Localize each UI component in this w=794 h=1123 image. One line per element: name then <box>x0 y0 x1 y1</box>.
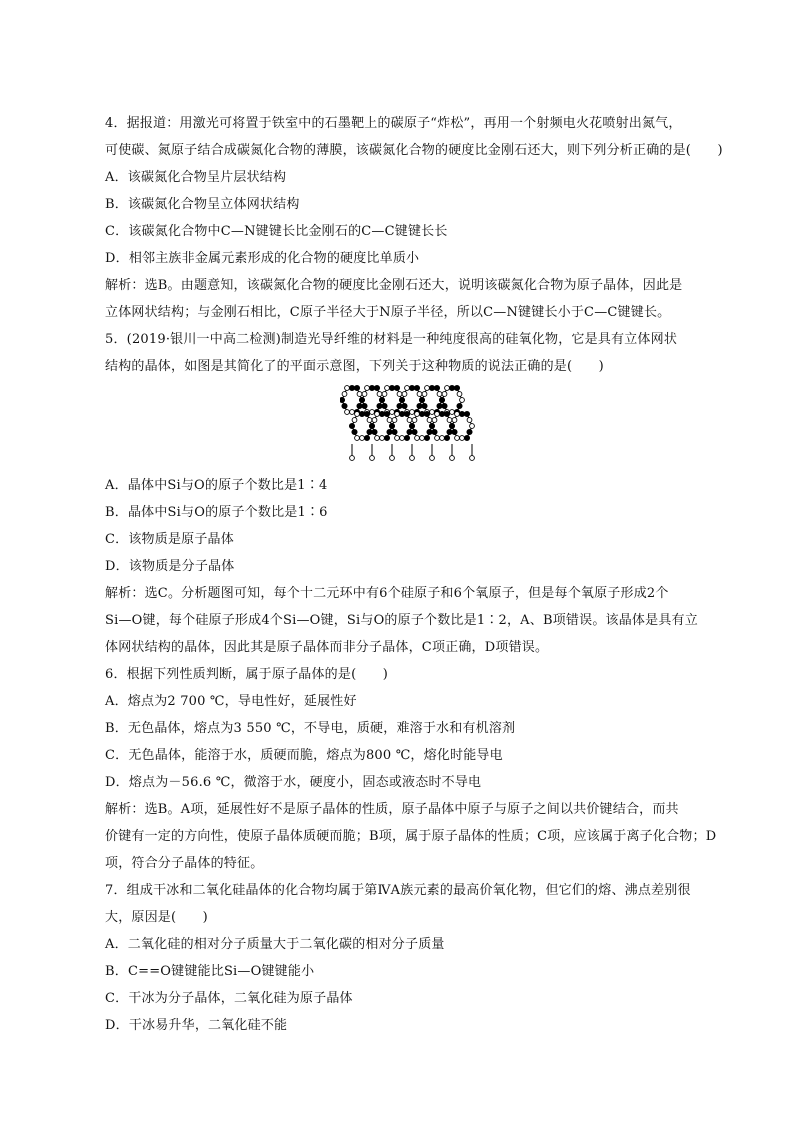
oxygen-atom <box>407 418 412 423</box>
oxygen-atom <box>402 392 407 397</box>
silicon-atom <box>449 423 454 428</box>
silicon-atom <box>369 385 374 390</box>
silicon-atom <box>424 435 429 440</box>
q4-analysis-line-1: 解析：选B。由题意知，该碳氮化合物的硬度比金刚石还大，说明该碳氮化合物为原子晶体，因此是 <box>105 278 683 293</box>
oxygen-atom <box>420 436 425 441</box>
silicon-atom <box>357 403 362 408</box>
silicon-atom <box>459 411 464 416</box>
silicon-atom <box>384 435 389 440</box>
silicon-atom <box>419 411 424 416</box>
oxygen-atom <box>455 436 460 441</box>
silicon-atom <box>409 385 414 390</box>
oxygen-atom <box>437 392 442 397</box>
oxygen-atom <box>355 412 360 417</box>
oxygen-atom <box>395 412 400 417</box>
silicon-atom <box>404 435 409 440</box>
q4-option-c: C．该碳氮化合物中C—N键键长比金刚石的C—C键键长长 <box>105 224 448 239</box>
silicon-atom <box>457 403 462 408</box>
q5-option-b: B．晶体中Si与O的原子个数比是1∶6 <box>105 505 328 520</box>
silicon-atom <box>437 403 442 408</box>
oxygen-atom <box>455 412 460 417</box>
silicon-atom <box>372 429 377 434</box>
oxygen-atom <box>460 436 465 441</box>
oxygen-atom <box>372 418 377 423</box>
oxygen-atom <box>405 386 410 391</box>
silicon-atom <box>349 423 354 428</box>
oxygen-atom <box>427 418 432 423</box>
oxygen-atom <box>417 392 422 397</box>
q6-option-d: D．熔点为－56.6 ℃，微溶于水，硬度小，固态或液态时不导电 <box>105 775 482 790</box>
silicon-atom <box>439 411 444 416</box>
silicon-atom <box>367 429 372 434</box>
q5-option-d: D．该物质是分子晶体 <box>105 559 235 574</box>
silicon-atom <box>382 403 387 408</box>
oxygen-atom <box>435 436 440 441</box>
silicon-atom <box>447 429 452 434</box>
oxygen-atom <box>432 418 437 423</box>
oxygen-atom <box>422 392 427 397</box>
oxygen-atom <box>342 392 347 397</box>
oxygen-atom <box>410 456 415 461</box>
oxygen-atom <box>380 436 385 441</box>
silicon-atom <box>359 411 364 416</box>
oxygen-atom <box>350 456 355 461</box>
q5-stem-line-1: 5．(2019·银川一中高二检测)制造光导纤维的材料是一种纯度很高的硅氧化物，它是具有立体网状 <box>105 332 678 347</box>
q6-option-c: C．无色晶体，能溶于水，质硬而脆，熔点为800 ℃，熔化时能导电 <box>105 748 503 763</box>
oxygen-atom <box>442 392 447 397</box>
silicon-atom <box>364 411 369 416</box>
oxygen-atom <box>345 386 350 391</box>
q7-option-b: B．C==O键键能比Si—O键键能小 <box>105 964 315 979</box>
oxygen-atom <box>357 392 362 397</box>
silicon-atom <box>404 411 409 416</box>
q7-stem-line-1: 7．组成干冰和二氧化硅晶体的化合物均属于第ⅣA族元素的最高价氧化物，但它们的熔、沸点差别很 <box>105 883 691 898</box>
q5-analysis-line-3: 体网状结构的晶体，因此其是原子晶体而非分子晶体，C项正确，D项错误。 <box>105 640 549 655</box>
oxygen-atom <box>435 412 440 417</box>
q4-stem-line-2: 可使碳、氮原子结合成碳氮化合物的薄膜，该碳氮化合物的硬度比金刚石还大，则下列分析正确的是( ) <box>105 143 723 158</box>
silicon-atom <box>389 385 394 390</box>
oxygen-atom <box>390 456 395 461</box>
q6-option-b: B．无色晶体，熔点为3 550 ℃，不导电，质硬，难溶于水和有机溶剂 <box>105 721 516 736</box>
q4-analysis-line-2: 立体网状结构；与金刚石相比，C原子半径大于N原子半径，所以C—N键键长小于C—C键键长。 <box>105 305 671 320</box>
silicon-atom <box>374 385 379 390</box>
oxygen-atom <box>400 436 405 441</box>
oxygen-atom <box>345 410 350 415</box>
oxygen-atom <box>387 418 392 423</box>
q4-option-a: A．该碳氮化合物呈片层状结构 <box>105 170 287 185</box>
q5-analysis-line-1: 解析：选C。分析题图可知，每个十二元环中有6个硅原子和6个氧原子，但是每个氧原子形成2个 <box>105 586 669 601</box>
oxygen-atom <box>425 386 430 391</box>
oxygen-atom <box>415 412 420 417</box>
q5-analysis-line-2: Si—O键，每个硅原子形成4个Si—O键，Si与O的原子个数比是1∶2，A、B项错误。该晶体是具有立 <box>105 613 698 628</box>
oxygen-atom <box>375 412 380 417</box>
silicon-atom <box>442 403 447 408</box>
silicon-atom <box>369 423 374 428</box>
silicon-atom <box>429 423 434 428</box>
oxygen-atom <box>382 392 387 397</box>
q4-option-d: D．相邻主族非金属元素形成的化合物的硬度比单质小 <box>105 251 420 266</box>
silicon-atom <box>417 403 422 408</box>
oxygen-atom <box>360 436 365 441</box>
oxygen-atom <box>470 424 475 429</box>
silicon-atom <box>412 429 417 434</box>
oxygen-atom <box>470 456 475 461</box>
oxygen-atom <box>450 410 455 415</box>
silicon-atom <box>407 429 412 434</box>
oxygen-atom <box>445 386 450 391</box>
oxygen-atom <box>415 436 420 441</box>
silicon-atom <box>340 397 345 402</box>
oxygen-atom <box>390 410 395 415</box>
oxygen-atom <box>355 436 360 441</box>
q5-option-a: A．晶体中Si与O的原子个数比是1∶4 <box>105 478 328 493</box>
silicon-atom <box>409 423 414 428</box>
q7-option-d: D．干冰易升华，二氧化硅不能 <box>105 1018 288 1033</box>
silicon-atom <box>352 429 357 434</box>
q7-stem-line-2: 大，原因是( ) <box>105 910 208 925</box>
oxygen-atom <box>350 410 355 415</box>
silicon-atom <box>434 385 439 390</box>
q6-stem-line-1: 6．根据下列性质判断，属于原子晶体的是( ) <box>105 667 389 682</box>
silicon-atom <box>432 429 437 434</box>
oxygen-atom <box>385 386 390 391</box>
oxygen-atom <box>392 418 397 423</box>
q6-analysis-line-2: 价键有一定的方向性，使原子晶体质硬而脆；B项，属于原子晶体的性质；C项，应该属于离子化合物；D <box>105 829 717 844</box>
silicon-atom <box>427 429 432 434</box>
silicon-atom <box>464 411 469 416</box>
silicon-atom <box>419 397 424 402</box>
q5-option-c: C．该物质是原子晶体 <box>105 532 234 547</box>
oxygen-atom <box>370 410 375 415</box>
q4-stem-line-1: 4．据报道：用激光可将置于铁室中的石墨靶上的碳原子“炸松”，再用一个射频电火花喷射出氮气， <box>105 116 682 131</box>
q6-analysis-line-1: 解析：选B。A项，延展性好不是原子晶体的性质，原子晶体中原子与原子之间以共价键结合，而共 <box>105 802 679 817</box>
silicon-atom <box>414 385 419 390</box>
silicon-atom <box>424 411 429 416</box>
silicon-atom <box>399 397 404 402</box>
silicon-atom <box>349 385 354 390</box>
silicon-atom <box>377 403 382 408</box>
oxygen-atom <box>365 386 370 391</box>
silicon-atom <box>394 385 399 390</box>
oxygen-atom <box>410 410 415 415</box>
oxygen-atom <box>352 418 357 423</box>
silicon-atom <box>397 403 402 408</box>
oxygen-atom <box>440 436 445 441</box>
silicon-atom <box>452 429 457 434</box>
oxygen-atom <box>457 392 462 397</box>
silicon-atom <box>467 429 472 434</box>
silicon-atom <box>439 397 444 402</box>
q7-option-a: A．二氧化硅的相对分子质量大于二氧化碳的相对分子质量 <box>105 937 445 952</box>
silicon-atom <box>387 429 392 434</box>
silicon-atom <box>379 411 384 416</box>
silicon-atom <box>342 403 347 408</box>
oxygen-atom <box>367 418 372 423</box>
oxygen-atom <box>460 398 465 403</box>
silicon-atom <box>389 423 394 428</box>
oxygen-atom <box>430 410 435 415</box>
q7-option-c: C．干冰为分子晶体，二氧化硅为原子晶体 <box>105 991 353 1006</box>
oxygen-atom <box>450 456 455 461</box>
silicon-atom <box>402 403 407 408</box>
silicon-atom <box>429 385 434 390</box>
q4-option-b: B．该碳氮化合物呈立体网状结构 <box>105 197 300 212</box>
q5-stem-line-2: 结构的晶体，如图是其简化了的平面示意图，下列关于这种物质的说法正确的是( ) <box>105 359 604 374</box>
silicon-atom <box>454 385 459 390</box>
silicon-atom <box>449 385 454 390</box>
silicon-atom <box>364 435 369 440</box>
silicon-atom <box>399 411 404 416</box>
silicon-atom <box>354 385 359 390</box>
silicon-atom <box>392 429 397 434</box>
silicon-atom <box>384 411 389 416</box>
silicon-atom <box>444 435 449 440</box>
oxygen-atom <box>377 392 382 397</box>
oxygen-atom <box>447 418 452 423</box>
oxygen-atom <box>467 418 472 423</box>
oxygen-atom <box>397 392 402 397</box>
silicon-atom <box>464 435 469 440</box>
silica-structure-diagram <box>340 382 484 466</box>
silicon-atom <box>422 403 427 408</box>
oxygen-atom <box>375 436 380 441</box>
oxygen-atom <box>412 418 417 423</box>
oxygen-atom <box>452 418 457 423</box>
oxygen-atom <box>362 392 367 397</box>
oxygen-atom <box>370 456 375 461</box>
oxygen-atom <box>395 436 400 441</box>
silicon-atom <box>379 397 384 402</box>
q6-option-a: A．熔点为2 700 ℃，导电性好，延展性好 <box>105 694 357 709</box>
silicon-atom <box>362 403 367 408</box>
silicon-atom <box>444 411 449 416</box>
oxygen-atom <box>430 456 435 461</box>
q6-analysis-line-3: 项，符合分子晶体的特征。 <box>105 856 264 871</box>
silicon-atom <box>359 397 364 402</box>
